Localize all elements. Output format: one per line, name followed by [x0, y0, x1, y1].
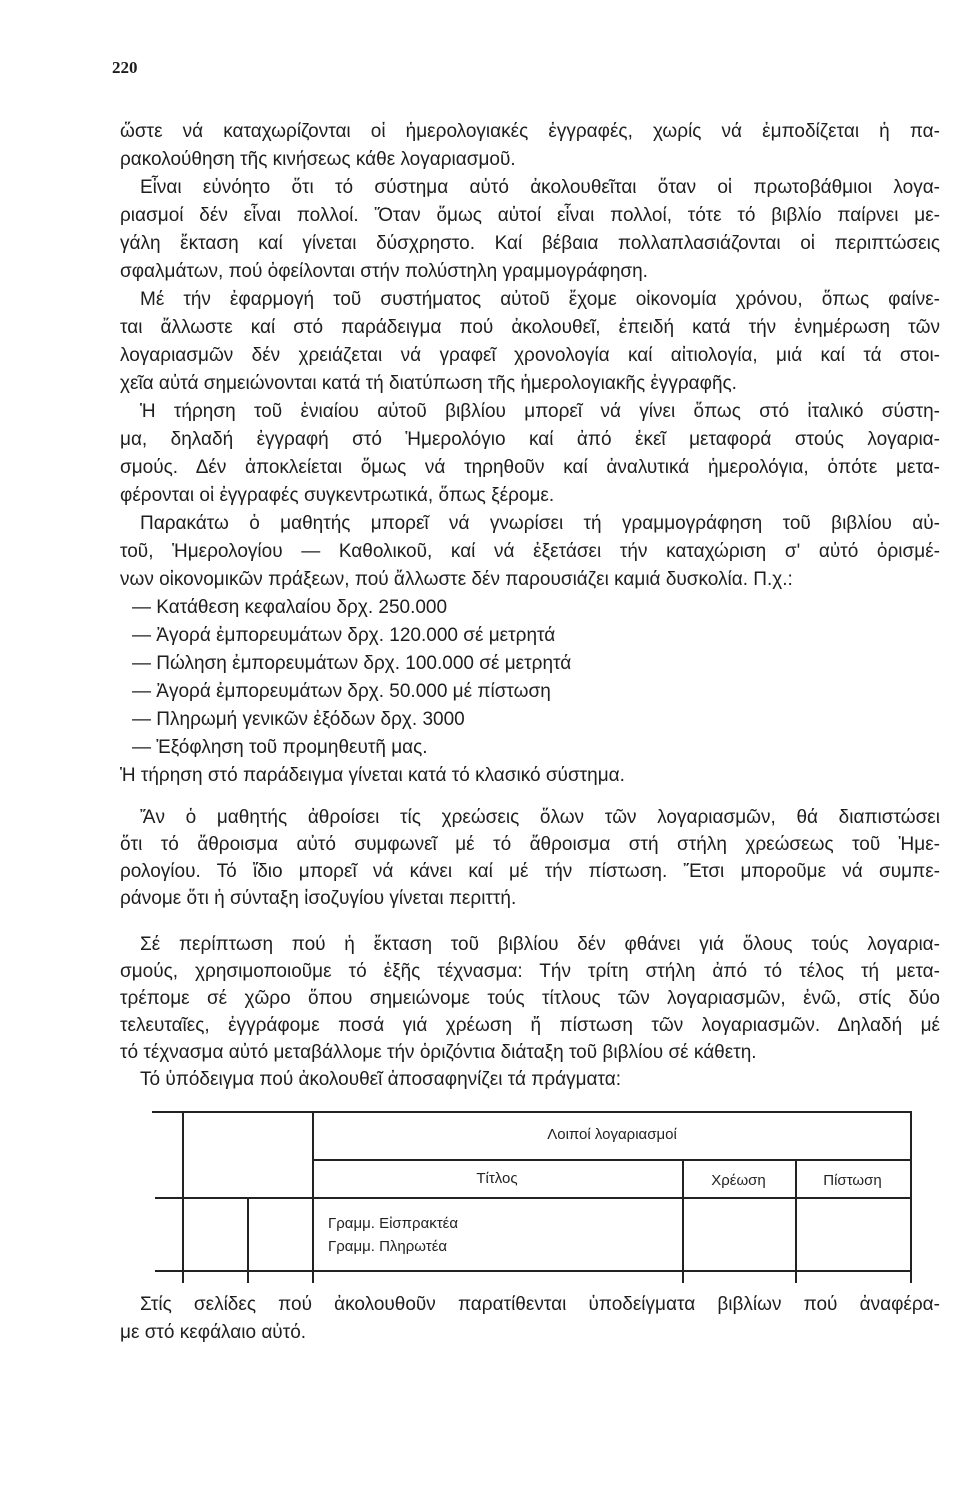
row-receivables: Γραμμ. Εἰσπρακτέα	[328, 1215, 459, 1232]
table-rule	[312, 1159, 912, 1161]
transaction-item: — Πώληση ἐμπορευμάτων δρχ. 100.000 σέ μετρητά	[132, 653, 572, 674]
text-line: ρολογίου. Τό ἴδιο μπορεῖ νά κάνει καί μέ τήν πίστωση. Ἔτσι μποροῦμε νά συμπε-	[120, 861, 940, 882]
text-line: ράνομε ὅτι ἡ σύνταξη ἰσοζυγίου γίνεται περιττή.	[120, 888, 517, 909]
text-line: ὅτι τό ἄθροισμα αὐτό συμφωνεῖ μέ τό ἄθροισμα στή στήλη χρεώσεως τοῦ Ἡμε-	[120, 834, 940, 855]
text-line: νων οἰκονομικῶν πράξεων, πού ἄλλωστε δέν παρουσιάζει καμιά δυσκολία. Π.χ.:	[120, 569, 793, 590]
table-column-rule	[247, 1197, 249, 1283]
text-line: Ἡ τήρηση τοῦ ἑνιαίου αὐτοῦ βιβλίου μπορεῖ νά γίνει ὅπως στό ἰταλικό σύστη-	[140, 401, 940, 422]
text-line: μα, δηλαδή ἐγγραφή στό Ἡμερολόγιο καί ἀπό ἐκεῖ μεταφορά στούς λογαρια-	[120, 429, 940, 450]
text-line: Ἄν ὁ μαθητής ἀθροίσει τίς χρεώσεις ὅλων τῶν λογαριασμῶν, θά διαπιστώσει	[140, 807, 940, 828]
text-line: χεῖα αὐτά σημειώνονται κατά τή διατύπωση τῆς ἡμερολογιακῆς ἐγγραφῆς.	[120, 373, 737, 394]
table-rule	[152, 1111, 912, 1113]
row-payables: Γραμμ. Πληρωτέα	[328, 1238, 448, 1255]
text-line: ρακολούθηση τῆς κινήσεως κάθε λογαριασμοῦ.	[120, 149, 516, 170]
page-number: 220	[112, 58, 138, 77]
transaction-item: — Ἀγορά ἐμπορευμάτων δρχ. 50.000 μέ πίστωση	[132, 681, 551, 702]
example-intro-text: Τό ὑπόδειγμα πού ἀκολουθεῖ ἀποσαφηνίζει τά πράγματα:	[140, 1069, 622, 1090]
text-line: σμούς, χρησιμοποιοῦμε τό ἑξῆς τέχνασμα: Τήν τρίτη στήλη ἀπό τό τέλος τή μετα-	[120, 961, 940, 982]
table-column-rule	[682, 1159, 684, 1283]
section-1	[120, 118, 940, 790]
transaction-item: — Κατάθεση κεφαλαίου δρχ. 250.000	[132, 597, 448, 618]
section-4	[120, 1291, 940, 1347]
transaction-item: — Ἀγορά ἐμπορευμάτων δρχ. 120.000 σέ μετρητά	[132, 625, 556, 646]
table-column-rule	[795, 1159, 797, 1283]
text-line: Σέ περίπτωση πού ἡ ἔκταση τοῦ βιβλίου δέν φθάνει γιά ὅλους τούς λογαρια-	[140, 934, 940, 955]
text-line: Μέ τήν ἐφαρμογή τοῦ συστήματος αὐτοῦ ἔχομε οἰκονομία χρόνου, ὅπως φαίνε-	[140, 289, 940, 310]
table-column-rule	[182, 1111, 184, 1283]
text-line: Παρακάτω ὁ μαθητής μπορεῖ νά γνωρίσει τή γραμμογράφηση τοῦ βιβλίου αὐ-	[140, 513, 940, 534]
transaction-item: — Ἐξόφληση τοῦ προμηθευτῆ μας.	[132, 737, 428, 758]
text-line: τρέπομε σέ χῶρο ὅπου σημειώνομε τούς τίτλους τῶν λογαριασμῶν, ἐνῶ, στίς δύο	[120, 988, 940, 1009]
table-column-rule	[312, 1111, 314, 1283]
text-line: Εἶναι εὐνόητο ὅτι τό σύστημα αὐτό ἀκολουθεῖται ὅταν οἱ πρωτοβάθμιοι λογα-	[140, 177, 940, 198]
text-line: σφαλμάτων, πού ὀφείλονται στήν πολύστηλη γραμμογράφηση.	[120, 261, 648, 282]
header-credit: Πίστωση	[823, 1172, 882, 1189]
group-header: Λοιποί λογαριασμοί	[547, 1126, 677, 1143]
transaction-list	[120, 594, 940, 762]
transaction-item: — Πληρωμή γενικῶν ἐξόδων δρχ. 3000	[132, 709, 465, 730]
header-title: Τίτλος	[476, 1170, 518, 1187]
text-line: ριασμοί δέν εἶναι πολλοί. Ὅταν ὅμως αὐτοί εἶναι πολλοί, τότε τό βιβλίο παίρνει με-	[120, 205, 940, 226]
text-line: τό τέχνασμα αὐτό μεταβάλλομε τήν ὁριζόντια διάταξη τοῦ βιβλίου σέ κάθετη.	[120, 1042, 757, 1063]
text-line: λογαριασμῶν δέν χρειάζεται νά γραφεῖ χρονολογία καί αἰτιολογία, μιά καί τά στοι-	[120, 345, 940, 366]
text-line: σμούς. Δέν ἀποκλείεται ὅμως νά τηρηθοῦν καί ἀναλυτικά ἡμερολόγια, ὁπότε μετα-	[120, 457, 940, 478]
text-line: Στίς σελίδες πού ἀκολουθοῦν παρατίθενται ὑποδείγματα βιβλίων πού ἀναφέρα-	[140, 1294, 940, 1315]
example-intro	[120, 1066, 940, 1094]
table-rule	[155, 1270, 912, 1272]
text-line: τελευταῖες, ἐγγράφομε ποσά γιά χρέωση ἤ πίστωση τῶν λογαριασμῶν. Δηλαδή μέ	[120, 1015, 940, 1036]
text-line: φέρονται οἱ ἐγγραφές συγκεντρωτικά, ὅπως ξέρομε.	[120, 485, 555, 506]
closing-sentence: Ἡ τήρηση στό παράδειγμα γίνεται κατά τό κλασικό σύστημα.	[120, 765, 625, 786]
section-3	[120, 931, 940, 1066]
section-2	[120, 804, 940, 912]
table-column-rule	[910, 1111, 912, 1283]
text-line: γάλη ἔκταση καί γίνεται δύσχρηστο. Καί βέβαια πολλαπλασιάζονται οἱ περιπτώσεις	[120, 233, 940, 254]
text-line: με στό κεφάλαιο αὐτό.	[120, 1322, 307, 1343]
section-1-paragraphs	[120, 118, 940, 594]
text-line: ὥστε νά καταχωρίζονται οἱ ἡμερολογιακές ἐγγραφές, χωρίς νά ἐμποδίζεται ἡ πα-	[120, 121, 940, 142]
text-line: τοῦ, Ἡμερολογίου — Καθολικοῦ, καί νά ἐξετάσει τήν καταχώριση σ' αὐτό ὁρισμέ-	[120, 541, 940, 562]
text-line: ται ἄλλωστε καί στό παράδειγμα πού ἀκολουθεῖ, ἐπειδή κατά τήν ἐνημέρωση τῶν	[120, 317, 940, 338]
table-rule	[155, 1197, 912, 1199]
header-debit: Χρέωση	[711, 1172, 766, 1189]
